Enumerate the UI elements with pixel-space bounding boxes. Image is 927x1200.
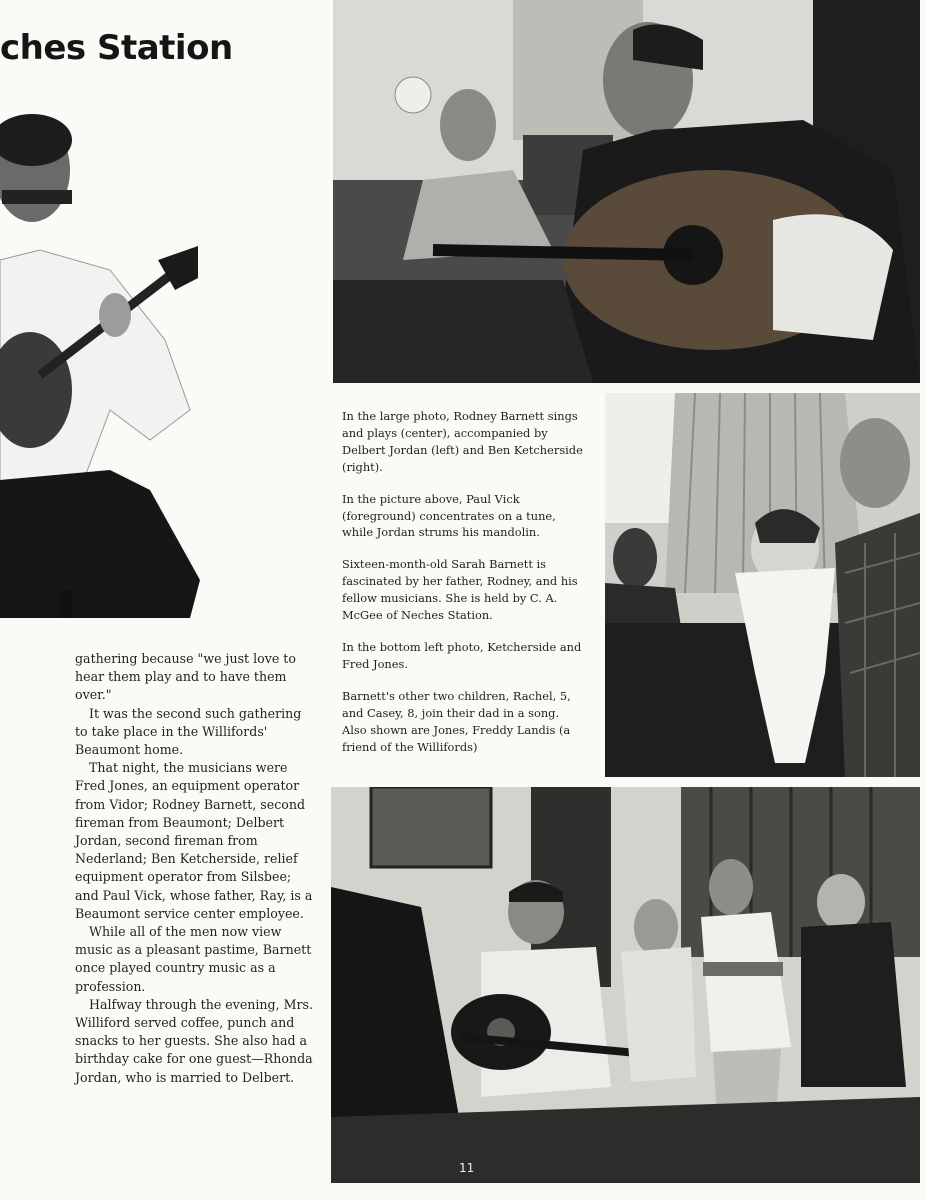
article-body — [75, 650, 315, 1087]
caption-bottom-left-photo: In the bottom left photo, Ketcherside and Fred Jones. — [342, 639, 582, 671]
photo-musicians-top — [333, 0, 920, 383]
article-paragraph: It was the second such gathering to take place in the Willifords' Beaumont home. — [75, 705, 302, 758]
article-paragraph: That night, the musicians were Fred Jones, an equipment operator from Vidor; Rodney Barnett, second fireman from Beaumont; Delbert Jordan, second fireman from Nederland; Ben Ketcherside, relief equipment operator from Silsbee; and Paul Vick, whose father, Ray, is a Beaumont service center employee. — [75, 760, 313, 921]
page-number: 11 — [459, 1161, 475, 1175]
caption-children-song: Barnett's other two children, Rachel, 5, and Casey, 8, join their dad in a song. Also shown are Jones, Freddy Landis (a friend of the Willifords) — [342, 688, 571, 754]
article-paragraph: While all of the men now view music as a pleasant pastime, Barnett once played country music as a profession. — [75, 924, 312, 994]
photo-captions — [342, 408, 586, 770]
photo-baby-held — [605, 393, 920, 777]
caption-large-photo: In the large photo, Rodney Barnett sings and plays (center), accompanied by Delbert Jordan (left) and Ben Ketcherside (right). — [342, 409, 583, 474]
article-paragraph: Halfway through the evening, Mrs. Williford served coffee, punch and snacks to her guests. She also had a birthday cake for one guest—Rhonda Jordan, who is married to Delbert. — [75, 996, 313, 1085]
photo-mandolin-player — [0, 110, 205, 618]
caption-sarah-barnett: Sixteen-month-old Sarah Barnett is fascinated by her father, Rodney, and his fellow musicians. She is held by C. A. McGee of Neches Station. — [342, 557, 578, 623]
photo-family-song — [331, 787, 920, 1183]
article-paragraph: gathering because "we just love to hear them play and to have them over." — [75, 651, 296, 703]
caption-picture-above: In the picture above, Paul Vick (foreground) concentrates on a tune, while Jordan strums his mandolin. — [342, 491, 556, 540]
page-title: ches Station — [0, 28, 233, 68]
